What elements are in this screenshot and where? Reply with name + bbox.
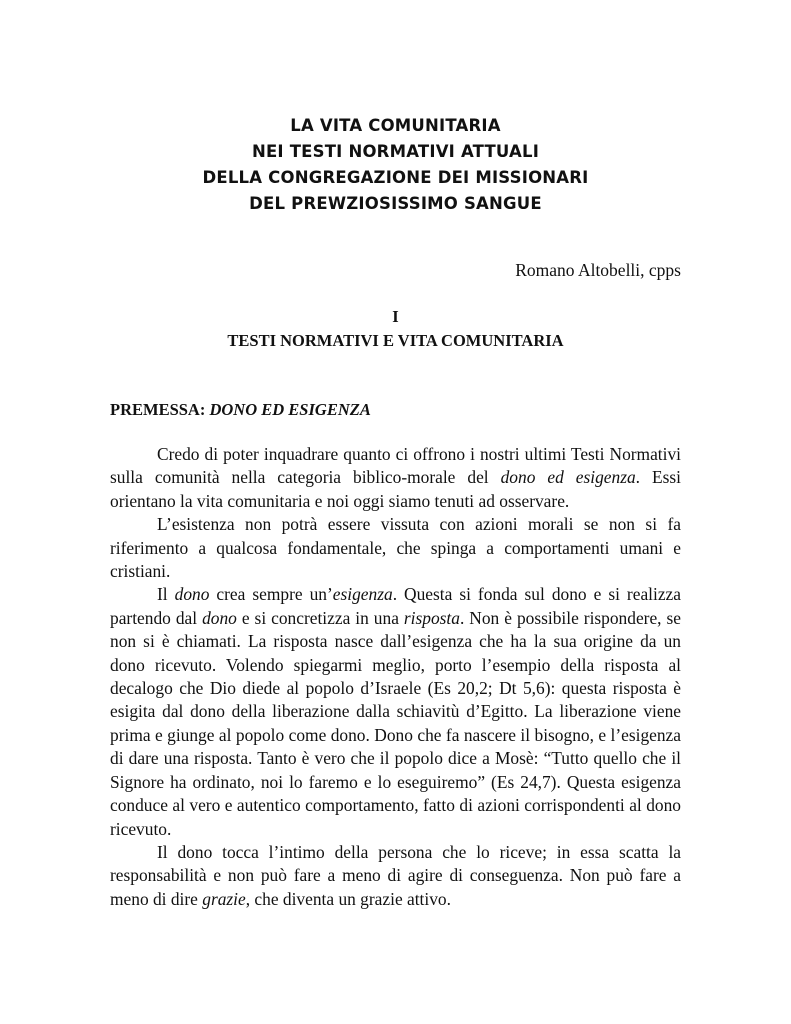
chapter-number: I — [392, 307, 399, 326]
body-paragraph — [110, 841, 681, 911]
body-paragraph — [110, 513, 681, 583]
emphasis-run: dono ed esigenza — [500, 467, 636, 488]
document-title — [110, 113, 681, 217]
text-run: e si concretizza in una — [236, 607, 404, 628]
text-run: Credo di poter inquadrare quanto ci offrono i nostri ultimi Testi Normativi sulla comunità nella categoria biblico-morale del — [110, 444, 681, 488]
text-run: Il dono tocca l’intimo della persona che lo riceve; in essa scatta la responsabilità e non può fare a meno di agire di conseguenza. Non può fare a meno di dire — [110, 841, 681, 909]
section-emphasis: DONO ED ESIGENZA — [209, 400, 371, 419]
text-run: . Non è possibile rispondere, se non si è chiamati. La risposta nasce dall’esigenza che ha la sua origine da un dono ricevuto. Volendo spiegarmi meglio, porto l’esempio della risposta al decalogo che Dio diede al popolo d’Israele (Es 20,2; Dt 5,6): questa risposta è esigita dal dono della liberazione dalla schiavitù d’Egitto. La liberazione viene prima e giunge al popolo come dono. Dono che fa nascere il bisogno, e l’esigenza di dare una risposta. Tanto è vero che il popolo dice a Mosè: “Tutto quello che il Signore ha ordinato, noi lo faremo e lo eseguiremo” (Es 24,7). Questa esigenza conduce al vero e autentico comportamento, fatto di azioni corrispondenti al dono ricevuto. — [110, 607, 681, 839]
text-run: . Questa si fonda sul dono e si realizza partendo dal — [110, 584, 681, 628]
emphasis-run: risposta — [403, 607, 460, 628]
title-line: LA VITA COMUNITARIA — [290, 116, 501, 135]
author-line: Romano Altobelli, cpps — [515, 260, 681, 280]
title-line: DELLA CONGREGAZIONE DEI MISSIONARI — [202, 168, 589, 187]
title-line: DEL PREWZIOSISSIMO SANGUE — [249, 194, 542, 213]
emphasis-run: esigenza — [332, 584, 393, 605]
body-text — [110, 443, 681, 911]
section-heading — [110, 398, 371, 422]
text-run: , che diventa un grazie attivo. — [245, 888, 451, 909]
chapter-title: TESTI NORMATIVI E VITA COMUNITARIA — [227, 331, 564, 350]
section-label: PREMESSA: — [110, 400, 206, 419]
body-paragraph — [110, 443, 681, 513]
body-paragraph — [110, 583, 681, 840]
emphasis-run: dono — [202, 607, 237, 628]
title-line: NEI TESTI NORMATIVI ATTUALI — [251, 142, 540, 161]
text-run: Il — [157, 584, 175, 605]
emphasis-run: grazie — [202, 888, 246, 909]
text-run: crea sempre un’ — [209, 584, 333, 605]
emphasis-run: dono — [174, 584, 210, 605]
text-run: . Essi orientano la vita comunitaria e noi oggi siamo tenuti ad osservare. — [110, 467, 681, 511]
text-run: L’esistenza non potrà essere vissuta con azioni morali se non si fa riferimento a qualcosa fondamentale, che spinga a comportamenti umani e cristiani. — [110, 514, 681, 582]
